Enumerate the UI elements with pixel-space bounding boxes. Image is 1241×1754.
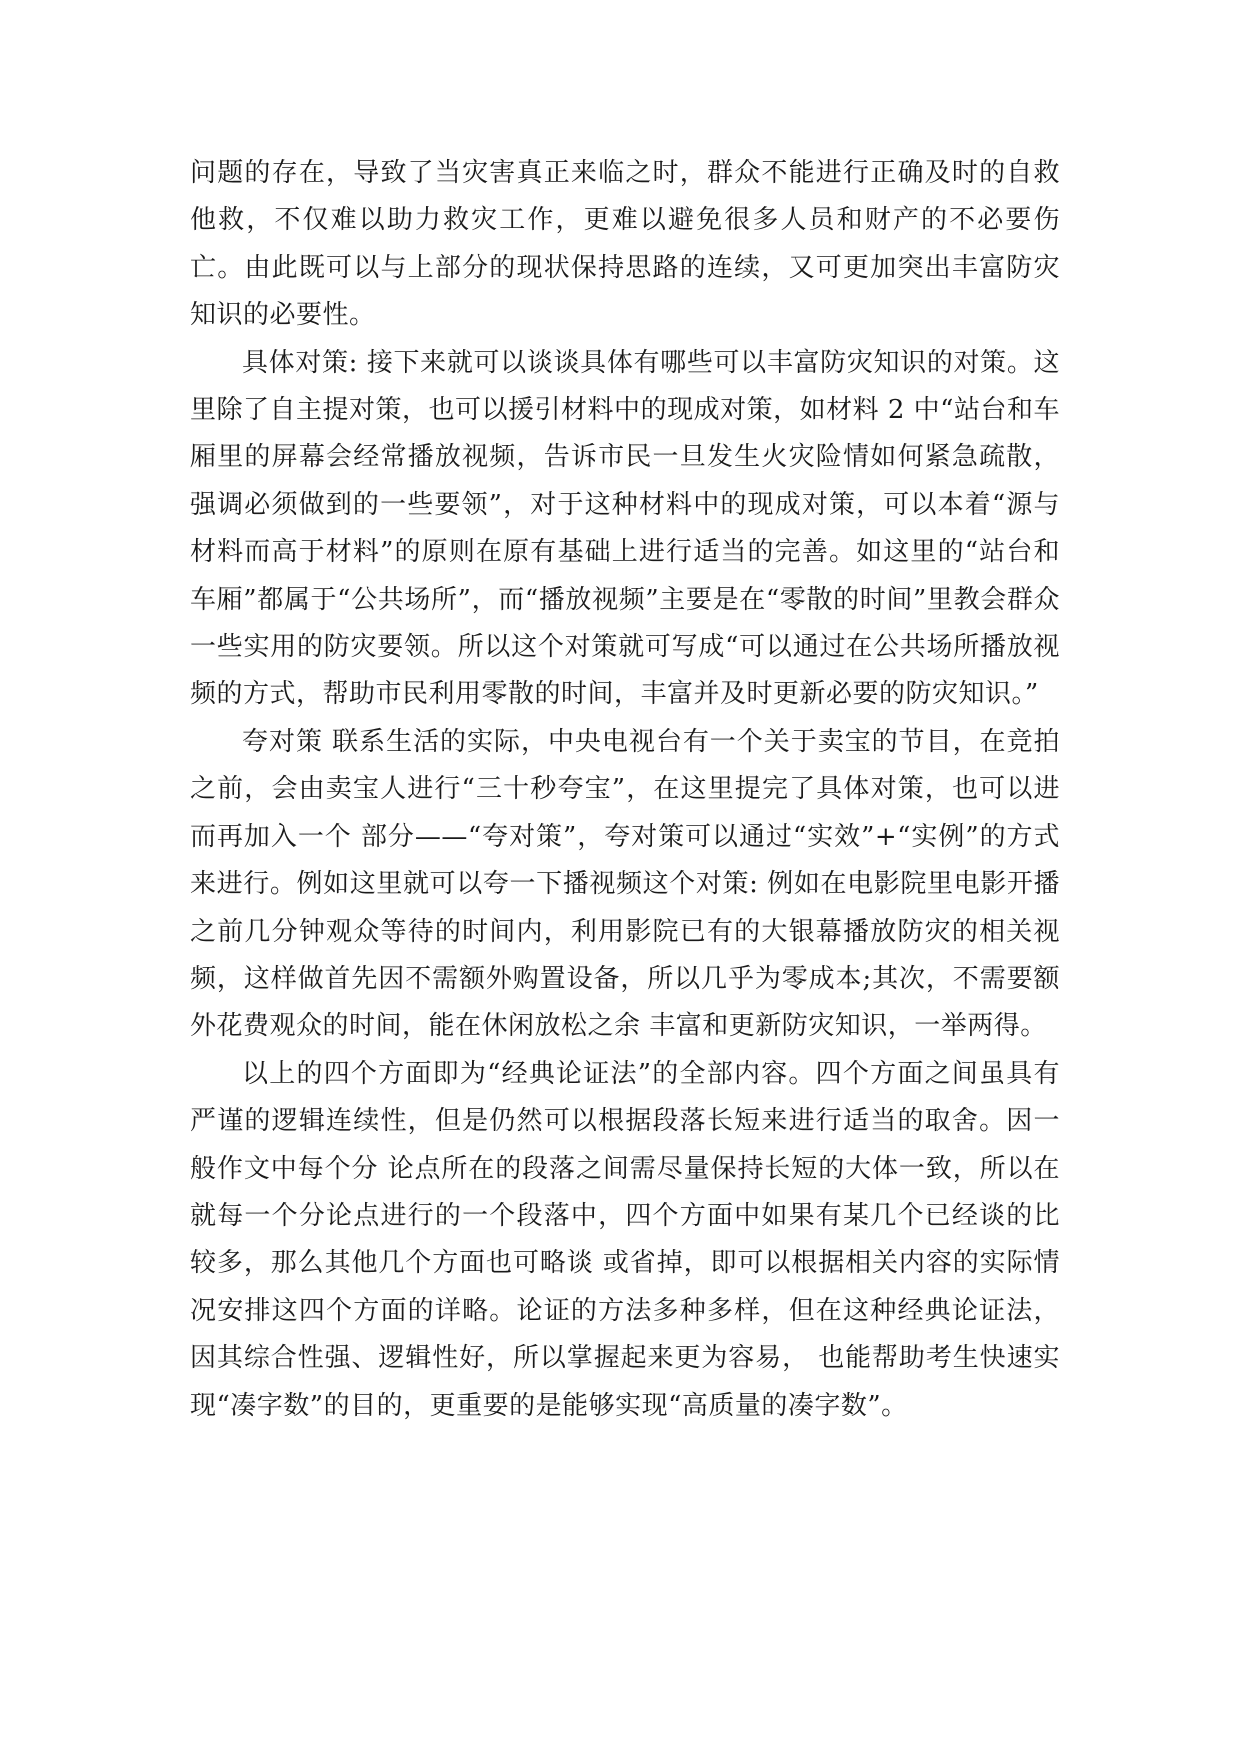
paragraph-1: 问题的存在，导致了当灾害真正来临之时，群众不能进行正确及时的自救他救，不仅难以助力救灾工作，更难以避免很多人员和财产的不必要伤亡。由此既可以与上部分的现状保持思路的连续，又可更加突出丰富防灾知识的必要性。 xyxy=(190,158,1060,331)
paragraph-2: 具体对策: 接下来就可以谈谈具体有哪些可以丰富防灾知识的对策。这里除了自主提对策，也可以援引材料中的现成对策，如材料 2 中“站台和车厢里的屏幕会经常播放视频，告诉市民一旦发生火灾险情如何紧急疏散，强调必须做到的一些要领”，对于这种材料中的现成对策，可以本着“源与材料而高于材料”的原则在原有基础上进行适当的完善。如这里的“站台和车厢”都属于“公共场所”，而“播放视频”主要是在“零散的时间”里教会群众一些实用的防灾要领。所以这个对策就可写成“可以通过在公共场所播放视频的方式，帮助市民利用零散的时间，丰富并及时更新必要的防灾知识。” xyxy=(190,347,1060,710)
paragraph-4: 以上的四个方面即为“经典论证法”的全部内容。四个方面之间虽具有严谨的逻辑连续性，但是仍然可以根据段落长短来进行适当的取舍。因一般作文中每个分 论点所在的段落之间需尽量保持长短的大体一致，所以在就每一个分论点进行的一个段落中，四个方面中如果有某几个已经谈的比较多，那么其他几个方面也可略谈 或省掉，即可以根据相关内容的实际情况安排这四个方面的详略。论证的方法多种多样，但在这种经典论证法，因其综合性强、逻辑性好，所以掌握起来更为容易， 也能帮助考生快速实现“凑字数”的目的，更重要的是能够实现“高质量的凑字数”。 xyxy=(190,1058,1060,1421)
paragraph-3: 夸对策 联系生活的实际，中央电视台有一个关于卖宝的节目，在竞拍之前，会由卖宝人进行“三十秒夸宝”，在这里提完了具体对策，也可以进而再加入一个 部分——“夸对策”，夸对策可以通过“实效”+“实例”的方式来进行。例如这里就可以夸一下播视频这个对策: 例如在电影院里电影开播之前几分钟观众等待的时间内，利用影院已有的大银幕播放防灾的相关视频，这样做首先因不需额外购置设备，所以几乎为零成本;其次，不需要额外花费观众的时间，能在休闲放松之余 丰富和更新防灾知识，一举两得。 xyxy=(190,726,1060,1042)
document-body xyxy=(190,150,1060,1430)
